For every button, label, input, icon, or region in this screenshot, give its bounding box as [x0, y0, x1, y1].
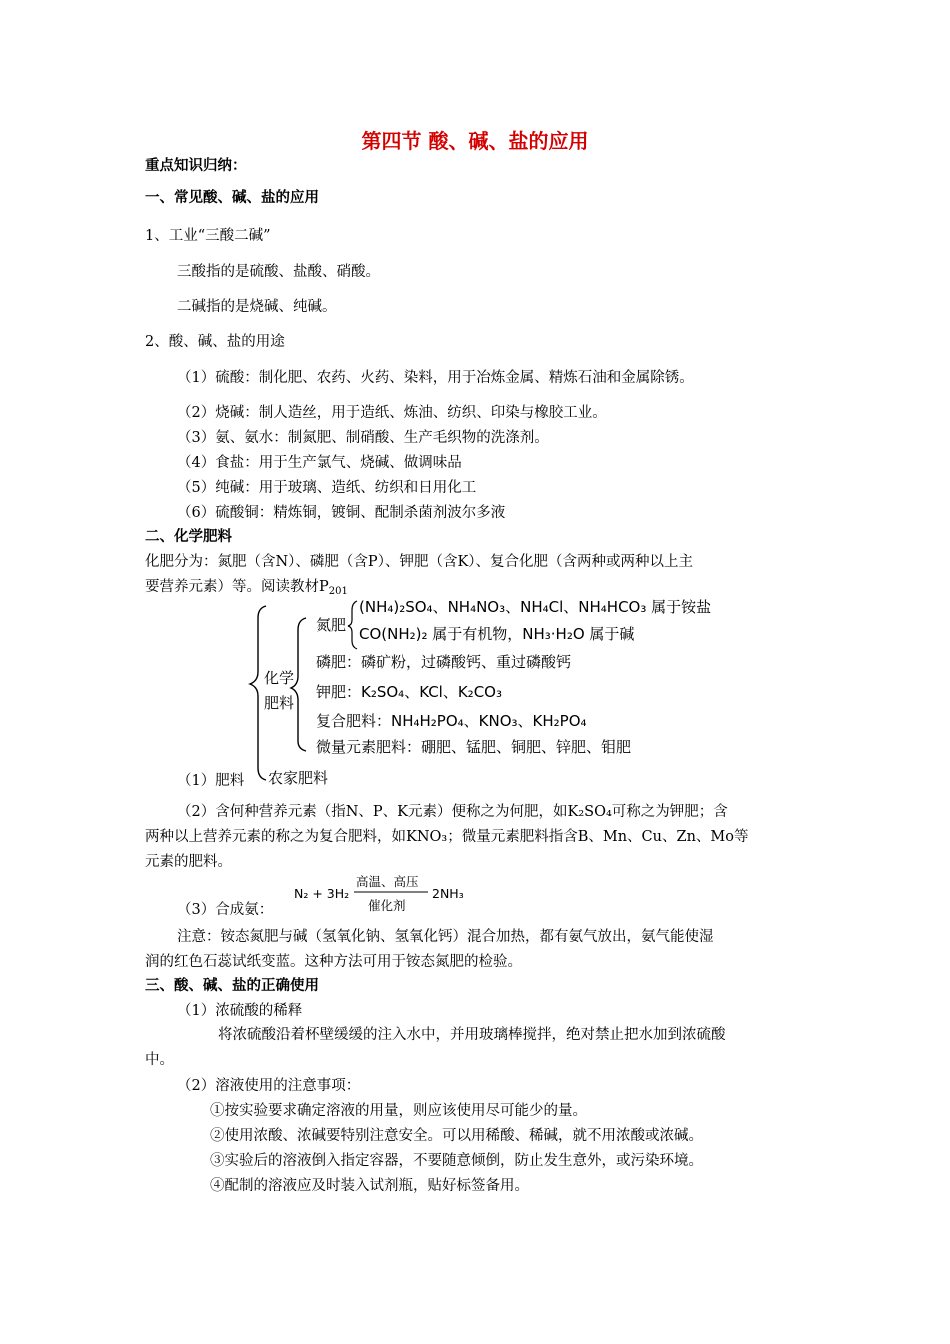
bases-text: 二碱指的是烧碱、纯碱。 — [177, 299, 337, 315]
use-item: （6）硫酸铜：精炼铜，镀铜、配制杀菌剂波尔多液 — [177, 505, 506, 521]
section-2-heading: 二、化学肥料 — [145, 529, 232, 545]
solution-rules-heading: （2）溶液使用的注意事项： — [177, 1078, 361, 1094]
fertilizer-point-3: （3）合成氨： — [177, 902, 274, 918]
section-1-item-1: 1、工业“三酸二碱” — [145, 228, 271, 244]
fertilizer-point-1: （1）肥料 — [177, 773, 245, 789]
phosphate-fertilizer: 磷肥：磷矿粉，过磷酸钙、重过磷酸钙 — [316, 653, 572, 671]
solution-rule: ②使用浓酸、浓碱要特别注意安全。可以用稀酸、稀碱，就不用浓酸或浓碱。 — [210, 1128, 703, 1144]
intro-text: 要营养元素）等。阅读教材P — [145, 579, 329, 595]
equation-product: 2NH₃ — [432, 886, 464, 901]
use-item: （3）氨、氨水：制氮肥、制硝酸、生产毛织物的洗涤剂。 — [177, 430, 549, 446]
dilution-text: 将浓硫酸沿着杯壁缓缓的注入水中，并用玻璃棒搅拌，绝对禁止把水加到浓硫酸 — [218, 1027, 726, 1043]
fertilizer-point-2: 元素的肥料。 — [145, 854, 232, 870]
summary-heading: 重点知识归纳： — [145, 158, 247, 174]
fertilizer-intro-line-1: 化肥分为：氮肥（含N）、磷肥（含P）、钾肥（含K）、复合化肥（含两种或两种以上主 — [145, 554, 694, 570]
potash-fertilizer: 钾肥：K₂SO₄、KCl、K₂CO₃ — [316, 683, 502, 701]
section-1-heading: 一、常见酸、碱、盐的应用 — [145, 190, 319, 206]
solution-rule: ③实验后的溶液倒入指定容器，不要随意倾倒，防止发生意外，或污染环境。 — [210, 1153, 703, 1169]
equation-condition-bottom: 催化剂 — [368, 898, 406, 913]
nitrogen-ammonium: (NH₄)₂SO₄、NH₄NO₃、NH₄Cl、NH₄HCO₃ 属于铵盐 — [359, 598, 712, 616]
acids-text: 三酸指的是硫酸、盐酸、硝酸。 — [177, 264, 380, 280]
farm-fertilizer: 农家肥料 — [268, 769, 329, 787]
page-ref-subscript: 201 — [328, 586, 348, 597]
section-1-item-2: 2、酸、碱、盐的用途 — [145, 334, 285, 350]
nitrogen-organic: CO(NH₂)₂ 属于有机物，NH₃·H₂O 属于碱 — [359, 625, 635, 643]
equation-reactants: N₂ + 3H₂ — [294, 886, 350, 901]
use-item: （1）硫酸：制化肥、农药、火药、染料，用于冶炼金属、精炼石油和金属除锈。 — [177, 370, 694, 386]
solution-rule: ①按实验要求确定溶液的用量，则应该使用尽可能少的量。 — [210, 1103, 587, 1119]
use-item: （4）食盐：用于生产氯气、烧碱、做调味品 — [177, 455, 462, 471]
page-title: 第四节 酸、碱、盐的应用 — [361, 129, 589, 153]
equation-arrow-bar — [354, 890, 430, 894]
nitrogen-label: 氮肥 — [316, 616, 347, 634]
dilution-text: 中。 — [145, 1052, 174, 1068]
nitrogen-brace — [348, 601, 357, 649]
micro-fertilizer: 微量元素肥料：硼肥、锰肥、铜肥、锌肥、钼肥 — [316, 738, 632, 756]
use-item: （5）纯碱：用于玻璃、造纸、纺织和日用化工 — [177, 480, 477, 496]
dilution-heading: （1）浓硫酸的稀释 — [177, 1003, 303, 1019]
compound-fertilizer: 复合肥料：NH₄H₂PO₄、KNO₃、KH₂PO₄ — [316, 712, 587, 730]
solution-rule: ④配制的溶液应及时装入试剂瓶，贴好标签备用。 — [210, 1178, 529, 1194]
section-3-heading: 三、酸、碱、盐的正确使用 — [145, 978, 319, 994]
note-text: 注意：铵态氮肥与碱（氢氧化钠、氢氧化钙）混合加热，都有氨气放出，氨气能使湿 — [177, 929, 714, 945]
equation-condition-top: 高温、高压 — [356, 874, 419, 889]
note-text: 润的红色石蕊试纸变蓝。这种方法可用于铵态氮肥的检验。 — [145, 954, 522, 970]
use-item: （2）烧碱：制人造丝，用于造纸、炼油、纺织、印染与橡胶工业。 — [177, 405, 607, 421]
fertilizer-point-2: （2）含何种营养元素（指N、P、K元素）便称之为何肥，如K₂SO₄可称之为钾肥；含 — [177, 804, 728, 820]
diagram-root-label: 肥料 — [264, 694, 295, 712]
diagram-root-label: 化学 — [264, 669, 295, 687]
fertilizer-point-2: 两种以上营养元素的称之为复合肥料，如KNO₃；微量元素肥料指含B、Mn、Cu、Zn、Mo等 — [145, 829, 749, 845]
